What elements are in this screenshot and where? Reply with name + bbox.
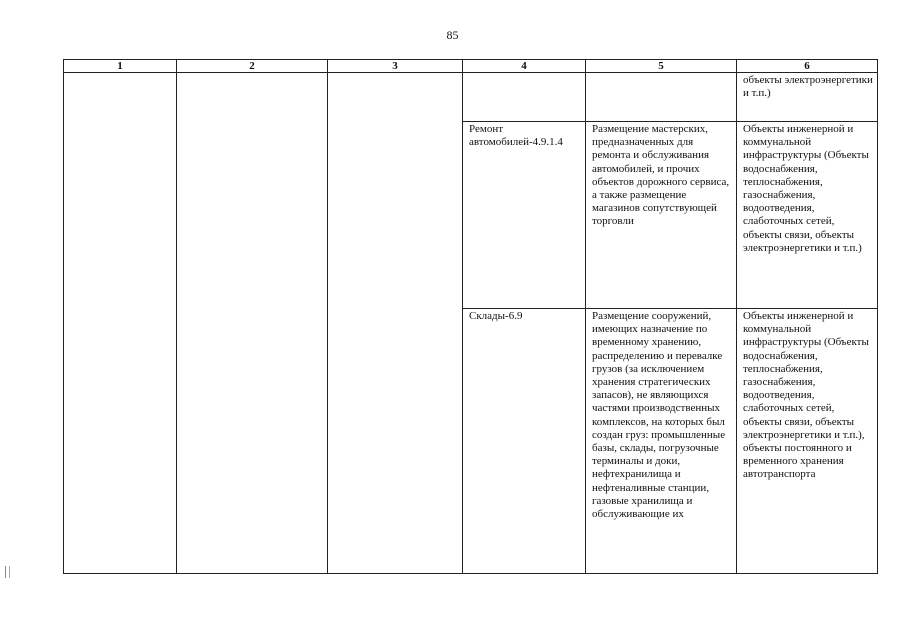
cell-text: Размещение сооружений, имеющих назначение по временному хранению, распределению и перевалке грузов (за исключением хранения стратегических запасов), не являющихся частями производственных комплексов, на которых был создан груз: промышленные базы, склады, погрузочные терминалы и доки, нефтехранилища и нефтеналивные станции, газовые хранилища и обслуживающие их <box>592 310 726 521</box>
table-header-cell-5: 5 <box>586 60 737 73</box>
cell-text: Склады-6.9 <box>469 310 523 322</box>
table-cell-auxiliary-uses <box>737 309 878 574</box>
table-cell-description <box>586 122 737 309</box>
table-cell-use-type <box>463 309 586 574</box>
table-cell-description <box>586 73 737 122</box>
table-cell-description <box>586 309 737 574</box>
page-number: 85 <box>446 28 459 42</box>
table-cell-use-type <box>463 73 586 122</box>
cell-text: Объекты инженерной и коммунальной инфраструктуры (Объекты водоснабжения, теплоснабжения, газоснабжения, водоотведения, слаботочных сетей, объекты связи, объекты электроэнергетики и т.п.) <box>743 123 869 254</box>
table-header-row <box>64 60 878 73</box>
table-header-cell-2: 2 <box>177 60 328 73</box>
cell-text: Размещение мастерских, предназначенных для ремонта и обслуживания автомобилей, и прочих объектов дорожного сервиса, а также размещение магазинов сопутствующей торговли <box>592 123 730 228</box>
table-cell-auxiliary-uses <box>737 122 878 309</box>
table-cell-col3 <box>328 73 463 574</box>
table-cell-auxiliary-uses <box>737 73 878 122</box>
table-cell-use-type <box>463 122 586 309</box>
table-header-cell-1: 1 <box>64 60 177 73</box>
cell-text: объекты электроэнергетики и т.п.) <box>743 74 873 100</box>
table-cell-col2 <box>177 73 328 574</box>
table-cell-col1 <box>64 73 177 574</box>
cell-text: Ремонт автомобилей-4.9.1.4 <box>469 123 563 149</box>
table-header-cell-4: 4 <box>463 60 586 73</box>
table-row <box>64 73 878 122</box>
land-use-table <box>63 59 878 574</box>
table-header-cell-3: 3 <box>328 60 463 73</box>
table-header-cell-6: 6 <box>737 60 878 73</box>
cell-text: Объекты инженерной и коммунальной инфраструктуры (Объекты водоснабжения, теплоснабжения, газоснабжения, водоотведения, слаботочных сетей, объекты связи, объекты электроэнергетики и т.п.), объекты постоянного и временного хранения автотранспорта <box>743 310 869 481</box>
scan-artifact-mark <box>5 566 10 578</box>
